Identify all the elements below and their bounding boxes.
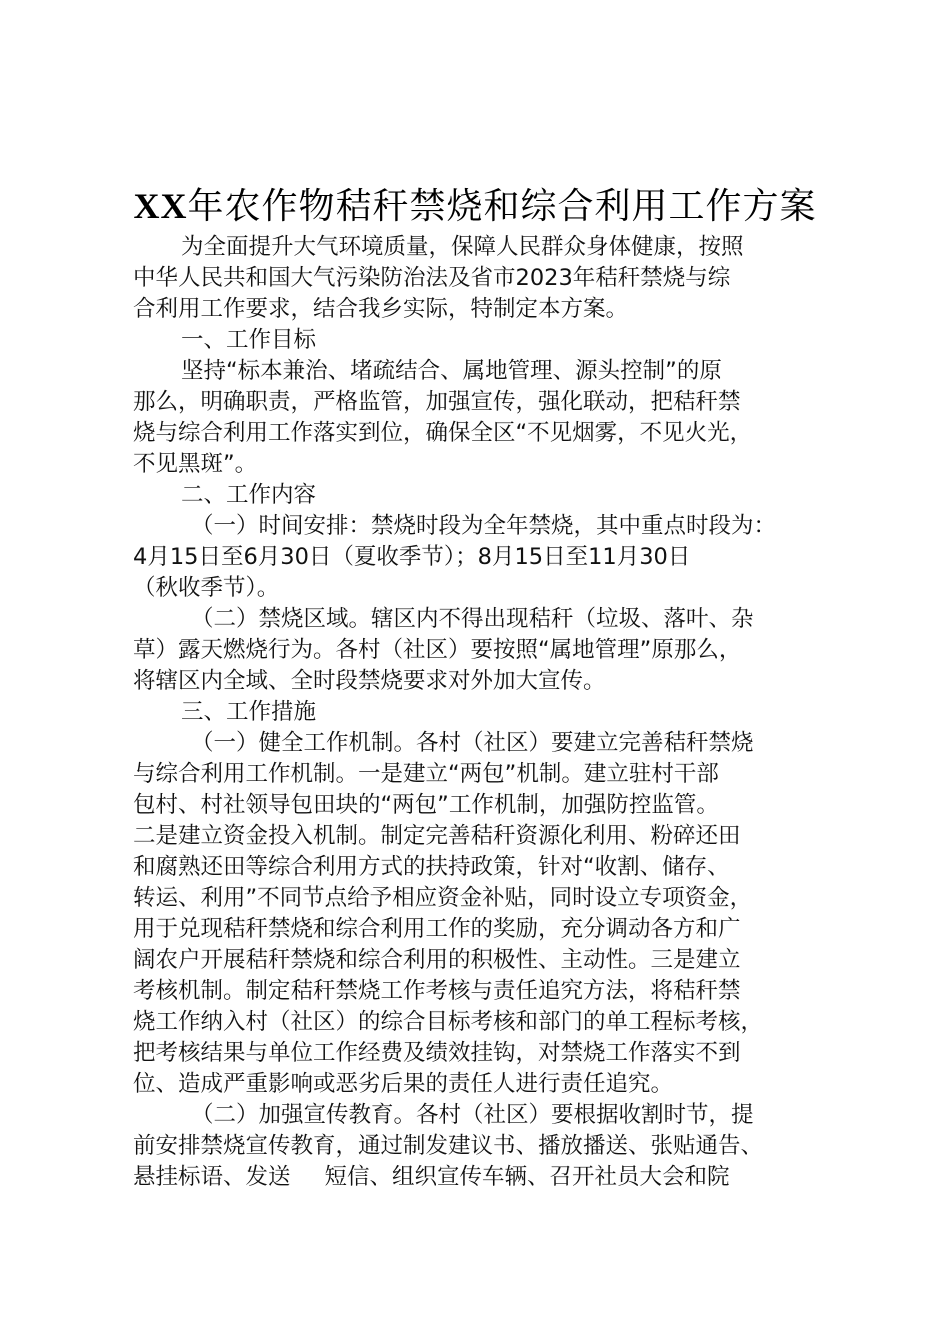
document-title	[0, 178, 950, 235]
paragraph-line	[133, 1162, 833, 1193]
paragraph-line: （秋收季节）。	[133, 575, 280, 601]
paragraph-line: 前安排禁烧宣传教育，通过制发建议书、播放播送、张贴通告、	[133, 1133, 764, 1159]
paragraph-line: 为全面提升大气环境质量，保障人民群众身体健康，按照	[181, 234, 744, 260]
paragraph-line: 和腐熟还田等综合利用方式的扶持政策，针对“收割、储存、	[133, 854, 730, 880]
paragraph-line: （一）时间安排：禁烧时段为全年禁烧，其中重点时段为：	[191, 513, 777, 539]
paragraph-line: 用于兑现秸秆禁烧和综合利用工作的奖励，充分调动各方和广	[133, 916, 741, 942]
line-text-right: 短信、组织宣传车辆、召开社员大会和院	[324, 1164, 730, 1190]
paragraph-line: 位、造成严重影响或恶劣后果的责任人进行责任追究。	[133, 1071, 674, 1097]
paragraph-line: 坚持“标本兼治、堵疏结合、属地管理、源头控制”的原	[181, 358, 722, 384]
title-prefix: XX	[133, 186, 188, 226]
line-text-left: 悬挂标语、发送	[133, 1164, 291, 1190]
paragraph-line: （一）健全工作机制。各村（社区）要建立完善秸秆禁烧	[191, 730, 754, 756]
title-main: 年农作物秸秆禁烧和综合利用工作方案	[187, 186, 817, 227]
paragraph-line: 考核机制。制定秸秆禁烧工作考核与责任追究方法，将秸秆禁	[133, 978, 741, 1004]
paragraph-line: （二）加强宣传教育。各村（社区）要根据收割时节，提	[191, 1102, 754, 1128]
paragraph-line: 不见黑斑”。	[133, 451, 258, 477]
document-body	[133, 232, 833, 1193]
paragraph-line: 合利用工作要求，结合我乡实际，特制定本方案。	[133, 296, 629, 322]
paragraph-line: 将辖区内全域、全时段禁烧要求对外加大宣传。	[133, 668, 606, 694]
paragraph-line: 草）露天燃烧行为。各村（社区）要按照“属地管理”原那么，	[133, 637, 742, 663]
paragraph-line: 把考核结果与单位工作经费及绩效挂钩，对禁烧工作落实不到	[133, 1040, 741, 1066]
paragraph-line: 烧工作纳入村（社区）的综合目标考核和部门的单工程标考核，	[133, 1009, 764, 1035]
paragraph-line: 与综合利用工作机制。一是建立“两包”机制。建立驻村干部	[133, 761, 719, 787]
section-heading: 一、工作目标	[181, 327, 317, 353]
paragraph-line: （二）禁烧区域。辖区内不得出现秸秆（垃圾、落叶、杂	[191, 606, 754, 632]
paragraph-line: 二是建立资金投入机制。制定完善秸秆资源化利用、粉碎还田	[133, 823, 741, 849]
paragraph-line: 烧与综合利用工作落实到位，确保全区“不见烟雾，不见火光，	[133, 420, 753, 446]
paragraph-line: 那么，明确职责，严格监管，加强宣传，强化联动，把秸秆禁	[133, 389, 741, 415]
paragraph-line: 4月15日至6月30日（夏收季节）；8月15日至11月30日	[133, 544, 691, 570]
paragraph-line: 阔农户开展秸秆禁烧和综合利用的积极性、主动性。三是建立	[133, 947, 741, 973]
paragraph-line: 中华人民共和国大气污染防治法及省市2023年秸秆禁烧与综	[133, 265, 731, 291]
section-heading: 二、工作内容	[181, 482, 317, 508]
section-heading: 三、工作措施	[181, 699, 317, 725]
paragraph-line: 转运、利用”不同节点给予相应资金补贴，同时设立专项资金，	[133, 885, 753, 911]
paragraph-line: 包村、村社领导包田块的“两包”工作机制，加强防控监管。	[133, 792, 719, 818]
